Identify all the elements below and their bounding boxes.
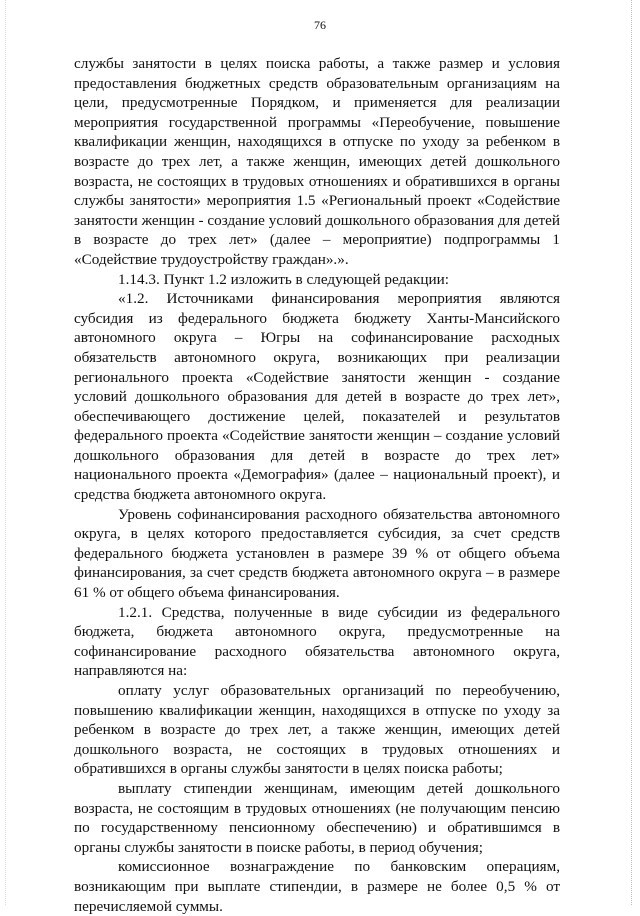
scan-edge-left [5, 0, 7, 905]
paragraph-item-1-14-3: 1.14.3. Пункт 1.2 изложить в следующей редакции: [118, 270, 449, 288]
scan-edge-right [630, 0, 632, 905]
paragraph-item-1-2-1: 1.2.1. Средства, полученные в виде субсидии из федерального бюджета, бюджета автономного округа, предусмотренные на софинансирование расходного обязательства автономного округа, направляются на: [74, 603, 560, 680]
paragraph-cofinancing-level: Уровень софинансирования расходного обязательства автономного округа, в целях которого предоставляется субсидия, за счет средств федерального бюджета установлен в размере 39 % от общего объема финансирования, за счет средств бюджета автономного округа – в размере 61 % от общего объема финансирования. [74, 505, 560, 602]
paragraph-item-1-2: «1.2. Источниками финансирования мероприятия являются субсидия из федерального бюджета бюджету Ханты-Мансийского автономного округа – Югры на софинансирование расходных обязательств автономного округа, возникающих при реализации регионального проекта «Содействие занятости женщин - создание условий дошкольного образования для детей в возрасте до трех лет», обеспечивающего достижение целей, показателей и результатов федерального проекта «Содействие занятости женщин – создание условий дошкольного образования для детей в возрасте до трех лет» национального проекта «Демография» (далее – национальный проект), и средства бюджета автономного округа. [74, 290, 560, 504]
document-body [74, 54, 560, 916]
page-number: 76 [314, 18, 326, 32]
paragraph-continuation: службы занятости в целях поиска работы, а также размер и условия предоставления бюджетных средств образовательным организациям на цели, предусмотренные Порядком, и применяется для реализации мероприятия государственной программы «Переобучение, повышение квалификации женщин, находящихся в отпуске по уходу за ребенком в возрасте до трех лет, а также женщин, имеющих детей дошкольного возраста, не состоящих в трудовых отношениях и обратившихся в органы службы занятости» мероприятия 1.5 «Региональный проект «Содействие занятости женщин - создание условий дошкольного образования для детей в возрасте до трех лет» (далее – мероприятие) подпрограммы 1 «Содействие трудоустройству граждан».». [74, 55, 560, 268]
paragraph-list-item-services: оплату услуг образовательных организаций по переобучению, повышению квалификации женщин, находящихся в отпуске по уходу за ребенком в возрасте до трех лет, а также женщин, имеющих детей дошкольного возраста, не состоящих в трудовых отношениях и обратившихся в органы службы занятости в целях поиска работы; [74, 682, 560, 778]
paragraph-list-item-stipend: выплату стипендии женщинам, имеющим детей дошкольного возраста, не состоящим в трудовых отношениях (не получающим пенсию по государственному пенсионному обеспечению) и обратившимся в органы службы занятости в поиске работы, в период обучения; [74, 779, 560, 856]
paragraph-list-item-commission: комиссионное вознаграждение по банковским операциям, возникающим при выплате стипендии, в размере не более 0,5 % от перечисляемой суммы. [74, 858, 560, 915]
